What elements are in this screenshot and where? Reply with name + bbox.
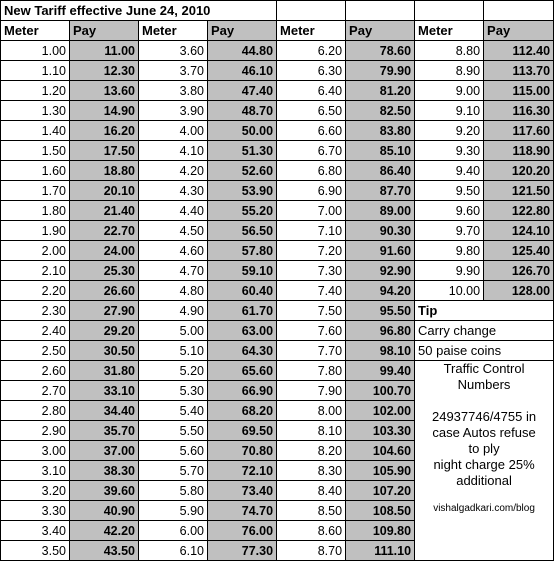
pay-cell: 112.40	[484, 41, 554, 61]
meter-cell: 7.90	[277, 381, 346, 401]
meter-cell: 2.50	[1, 341, 70, 361]
meter-cell: 5.60	[139, 441, 208, 461]
pay-cell: 121.50	[484, 181, 554, 201]
table-row	[1, 181, 554, 201]
meter-cell: 9.60	[415, 201, 484, 221]
pay-cell: 107.20	[346, 481, 415, 501]
page-title: New Tariff effective June 24, 2010	[1, 1, 277, 21]
pay-cell: 38.30	[70, 461, 139, 481]
table-row	[1, 341, 554, 361]
pay-cell: 40.90	[70, 501, 139, 521]
note-text: Numbers	[457, 377, 511, 392]
meter-cell: 1.90	[1, 221, 70, 241]
pay-cell: 120.20	[484, 161, 554, 181]
table-row	[1, 261, 554, 281]
pay-cell: 96.80	[346, 321, 415, 341]
pay-cell: 94.20	[346, 281, 415, 301]
pay-cell: 16.20	[70, 121, 139, 141]
meter-cell: 2.00	[1, 241, 70, 261]
pay-cell: 103.30	[346, 421, 415, 441]
meter-cell: 2.20	[1, 281, 70, 301]
pay-cell: 21.40	[70, 201, 139, 221]
meter-cell: 6.30	[277, 61, 346, 81]
pay-cell: 116.30	[484, 101, 554, 121]
pay-cell: 68.20	[208, 401, 277, 421]
note-text: 24937746/4755 in	[431, 409, 537, 424]
pay-cell: 22.70	[70, 221, 139, 241]
header-row	[1, 21, 554, 41]
meter-cell: 4.90	[139, 301, 208, 321]
pay-cell: 57.80	[208, 241, 277, 261]
meter-cell: 9.20	[415, 121, 484, 141]
pay-cell: 33.10	[70, 381, 139, 401]
meter-cell: 9.50	[415, 181, 484, 201]
pay-cell: 13.60	[70, 81, 139, 101]
note-text: Traffic Control	[443, 361, 525, 376]
pay-cell: 64.30	[208, 341, 277, 361]
meter-cell: 3.00	[1, 441, 70, 461]
meter-cell: 4.20	[139, 161, 208, 181]
pay-cell: 53.90	[208, 181, 277, 201]
blank-cell	[484, 1, 554, 21]
meter-cell: 3.40	[1, 521, 70, 541]
pay-cell: 42.20	[70, 521, 139, 541]
meter-cell: 6.50	[277, 101, 346, 121]
pay-cell: 44.80	[208, 41, 277, 61]
meter-cell: 6.80	[277, 161, 346, 181]
pay-cell: 61.70	[208, 301, 277, 321]
pay-cell: 115.00	[484, 81, 554, 101]
meter-cell: 7.60	[277, 321, 346, 341]
meter-cell: 4.60	[139, 241, 208, 261]
meter-cell: 2.80	[1, 401, 70, 421]
pay-cell: 85.10	[346, 141, 415, 161]
meter-cell: 7.00	[277, 201, 346, 221]
meter-cell: 9.30	[415, 141, 484, 161]
pay-cell: 69.50	[208, 421, 277, 441]
meter-cell: 9.10	[415, 101, 484, 121]
pay-cell: 99.40	[346, 361, 415, 381]
pay-cell: 14.90	[70, 101, 139, 121]
pay-cell: 34.40	[70, 401, 139, 421]
meter-header: Meter	[1, 21, 70, 41]
table-row	[1, 121, 554, 141]
pay-cell: 77.30	[208, 541, 277, 561]
pay-cell: 55.20	[208, 201, 277, 221]
meter-cell: 4.40	[139, 201, 208, 221]
meter-cell: 2.30	[1, 301, 70, 321]
meter-cell: 5.90	[139, 501, 208, 521]
meter-cell: 8.50	[277, 501, 346, 521]
pay-cell: 98.10	[346, 341, 415, 361]
meter-cell: 3.70	[139, 61, 208, 81]
meter-cell: 8.30	[277, 461, 346, 481]
pay-cell: 48.70	[208, 101, 277, 121]
pay-cell: 105.90	[346, 461, 415, 481]
note-text: case Autos refuse	[432, 425, 536, 440]
pay-header: Pay	[346, 21, 415, 41]
meter-cell: 5.10	[139, 341, 208, 361]
meter-cell: 9.70	[415, 221, 484, 241]
pay-cell: 95.50	[346, 301, 415, 321]
meter-cell: 1.50	[1, 141, 70, 161]
tip-line: 50 paise coins	[415, 341, 554, 361]
table-row	[1, 241, 554, 261]
pay-cell: 65.60	[208, 361, 277, 381]
meter-cell: 2.90	[1, 421, 70, 441]
pay-cell: 90.30	[346, 221, 415, 241]
meter-cell: 9.00	[415, 81, 484, 101]
meter-cell: 5.70	[139, 461, 208, 481]
meter-cell: 8.20	[277, 441, 346, 461]
table-row	[1, 221, 554, 241]
meter-header: Meter	[415, 21, 484, 41]
meter-cell: 1.10	[1, 61, 70, 81]
pay-cell: 27.90	[70, 301, 139, 321]
meter-cell: 2.40	[1, 321, 70, 341]
meter-cell: 3.80	[139, 81, 208, 101]
pay-cell: 30.50	[70, 341, 139, 361]
meter-cell: 6.20	[277, 41, 346, 61]
meter-cell: 8.60	[277, 521, 346, 541]
table-row	[1, 161, 554, 181]
meter-cell: 2.10	[1, 261, 70, 281]
meter-cell: 7.30	[277, 261, 346, 281]
meter-cell: 5.40	[139, 401, 208, 421]
pay-cell: 37.00	[70, 441, 139, 461]
blank-cell	[277, 1, 346, 21]
meter-cell: 1.00	[1, 41, 70, 61]
meter-cell: 4.00	[139, 121, 208, 141]
meter-cell: 5.20	[139, 361, 208, 381]
meter-cell: 4.50	[139, 221, 208, 241]
note-text: additional	[456, 473, 512, 488]
meter-cell: 4.80	[139, 281, 208, 301]
pay-cell: 82.50	[346, 101, 415, 121]
note-spacer	[418, 393, 550, 409]
meter-cell: 6.70	[277, 141, 346, 161]
table-row	[1, 301, 554, 321]
pay-cell: 73.40	[208, 481, 277, 501]
meter-cell: 5.50	[139, 421, 208, 441]
meter-cell: 3.60	[139, 41, 208, 61]
meter-cell: 1.20	[1, 81, 70, 101]
pay-cell: 43.50	[70, 541, 139, 561]
tip-heading: Tip	[415, 301, 554, 321]
blank-cell	[415, 1, 484, 21]
pay-header: Pay	[484, 21, 554, 41]
pay-cell: 52.60	[208, 161, 277, 181]
pay-cell: 87.70	[346, 181, 415, 201]
meter-cell: 7.10	[277, 221, 346, 241]
pay-cell: 122.80	[484, 201, 554, 221]
pay-cell: 111.10	[346, 541, 415, 561]
pay-cell: 70.80	[208, 441, 277, 461]
pay-cell: 100.70	[346, 381, 415, 401]
pay-cell: 126.70	[484, 261, 554, 281]
meter-cell: 1.70	[1, 181, 70, 201]
meter-cell: 1.60	[1, 161, 70, 181]
meter-cell: 5.80	[139, 481, 208, 501]
meter-cell: 7.80	[277, 361, 346, 381]
meter-cell: 3.30	[1, 501, 70, 521]
meter-cell: 2.60	[1, 361, 70, 381]
pay-cell: 117.60	[484, 121, 554, 141]
pay-cell: 128.00	[484, 281, 554, 301]
meter-cell: 4.30	[139, 181, 208, 201]
tariff-body	[1, 1, 554, 561]
meter-cell: 5.00	[139, 321, 208, 341]
pay-cell: 51.30	[208, 141, 277, 161]
table-row	[1, 201, 554, 221]
meter-cell: 8.90	[415, 61, 484, 81]
pay-cell: 86.40	[346, 161, 415, 181]
pay-cell: 104.60	[346, 441, 415, 461]
pay-cell: 63.00	[208, 321, 277, 341]
meter-cell: 6.10	[139, 541, 208, 561]
pay-cell: 79.90	[346, 61, 415, 81]
pay-cell: 60.40	[208, 281, 277, 301]
pay-cell: 66.90	[208, 381, 277, 401]
note-text: night charge 25%	[433, 457, 535, 472]
meter-cell: 8.40	[277, 481, 346, 501]
pay-header: Pay	[208, 21, 277, 41]
meter-cell: 8.70	[277, 541, 346, 561]
pay-cell: 46.10	[208, 61, 277, 81]
table-row	[1, 101, 554, 121]
meter-cell: 8.10	[277, 421, 346, 441]
pay-cell: 118.90	[484, 141, 554, 161]
meter-cell: 7.50	[277, 301, 346, 321]
meter-cell: 4.10	[139, 141, 208, 161]
pay-cell: 83.80	[346, 121, 415, 141]
pay-cell: 89.00	[346, 201, 415, 221]
pay-cell: 113.70	[484, 61, 554, 81]
note-text: to ply	[468, 441, 500, 456]
pay-cell: 29.20	[70, 321, 139, 341]
pay-cell: 31.80	[70, 361, 139, 381]
pay-cell: 124.10	[484, 221, 554, 241]
blank-cell	[346, 1, 415, 21]
pay-cell: 78.60	[346, 41, 415, 61]
table-row	[1, 281, 554, 301]
pay-cell: 92.90	[346, 261, 415, 281]
pay-cell: 17.50	[70, 141, 139, 161]
pay-cell: 26.60	[70, 281, 139, 301]
pay-cell: 35.70	[70, 421, 139, 441]
pay-cell: 72.10	[208, 461, 277, 481]
meter-cell: 1.30	[1, 101, 70, 121]
pay-cell: 109.80	[346, 521, 415, 541]
pay-cell: 102.00	[346, 401, 415, 421]
info-notes	[415, 361, 554, 561]
pay-cell: 74.70	[208, 501, 277, 521]
meter-cell: 5.30	[139, 381, 208, 401]
meter-cell: 3.20	[1, 481, 70, 501]
meter-cell: 6.40	[277, 81, 346, 101]
pay-cell: 47.40	[208, 81, 277, 101]
meter-cell: 9.80	[415, 241, 484, 261]
pay-cell: 91.60	[346, 241, 415, 261]
meter-cell: 7.70	[277, 341, 346, 361]
meter-cell: 8.80	[415, 41, 484, 61]
meter-cell: 8.00	[277, 401, 346, 421]
table-row	[1, 141, 554, 161]
meter-cell: 3.50	[1, 541, 70, 561]
pay-cell: 125.40	[484, 241, 554, 261]
pay-cell: 25.30	[70, 261, 139, 281]
pay-cell: 20.10	[70, 181, 139, 201]
meter-cell: 2.70	[1, 381, 70, 401]
pay-cell: 56.50	[208, 221, 277, 241]
credit-text: vishalgadkari.com/blog	[433, 503, 535, 514]
meter-cell: 6.00	[139, 521, 208, 541]
table-row	[1, 61, 554, 81]
meter-cell: 7.40	[277, 281, 346, 301]
meter-cell: 6.90	[277, 181, 346, 201]
pay-cell: 59.10	[208, 261, 277, 281]
meter-cell: 9.40	[415, 161, 484, 181]
pay-cell: 18.80	[70, 161, 139, 181]
table-row	[1, 361, 554, 381]
meter-cell: 6.60	[277, 121, 346, 141]
pay-cell: 108.50	[346, 501, 415, 521]
meter-header: Meter	[277, 21, 346, 41]
tip-line: Carry change	[415, 321, 554, 341]
meter-cell: 4.70	[139, 261, 208, 281]
meter-cell: 1.80	[1, 201, 70, 221]
meter-cell: 10.00	[415, 281, 484, 301]
table-row	[1, 81, 554, 101]
pay-cell: 39.60	[70, 481, 139, 501]
pay-header: Pay	[70, 21, 139, 41]
pay-cell: 50.00	[208, 121, 277, 141]
pay-cell: 81.20	[346, 81, 415, 101]
meter-header: Meter	[139, 21, 208, 41]
meter-cell: 1.40	[1, 121, 70, 141]
pay-cell: 11.00	[70, 41, 139, 61]
pay-cell: 24.00	[70, 241, 139, 261]
pay-cell: 12.30	[70, 61, 139, 81]
meter-cell: 9.90	[415, 261, 484, 281]
table-row	[1, 41, 554, 61]
meter-cell: 7.20	[277, 241, 346, 261]
pay-cell: 76.00	[208, 521, 277, 541]
table-row	[1, 321, 554, 341]
meter-cell: 3.10	[1, 461, 70, 481]
meter-cell: 3.90	[139, 101, 208, 121]
title-row	[1, 1, 554, 21]
